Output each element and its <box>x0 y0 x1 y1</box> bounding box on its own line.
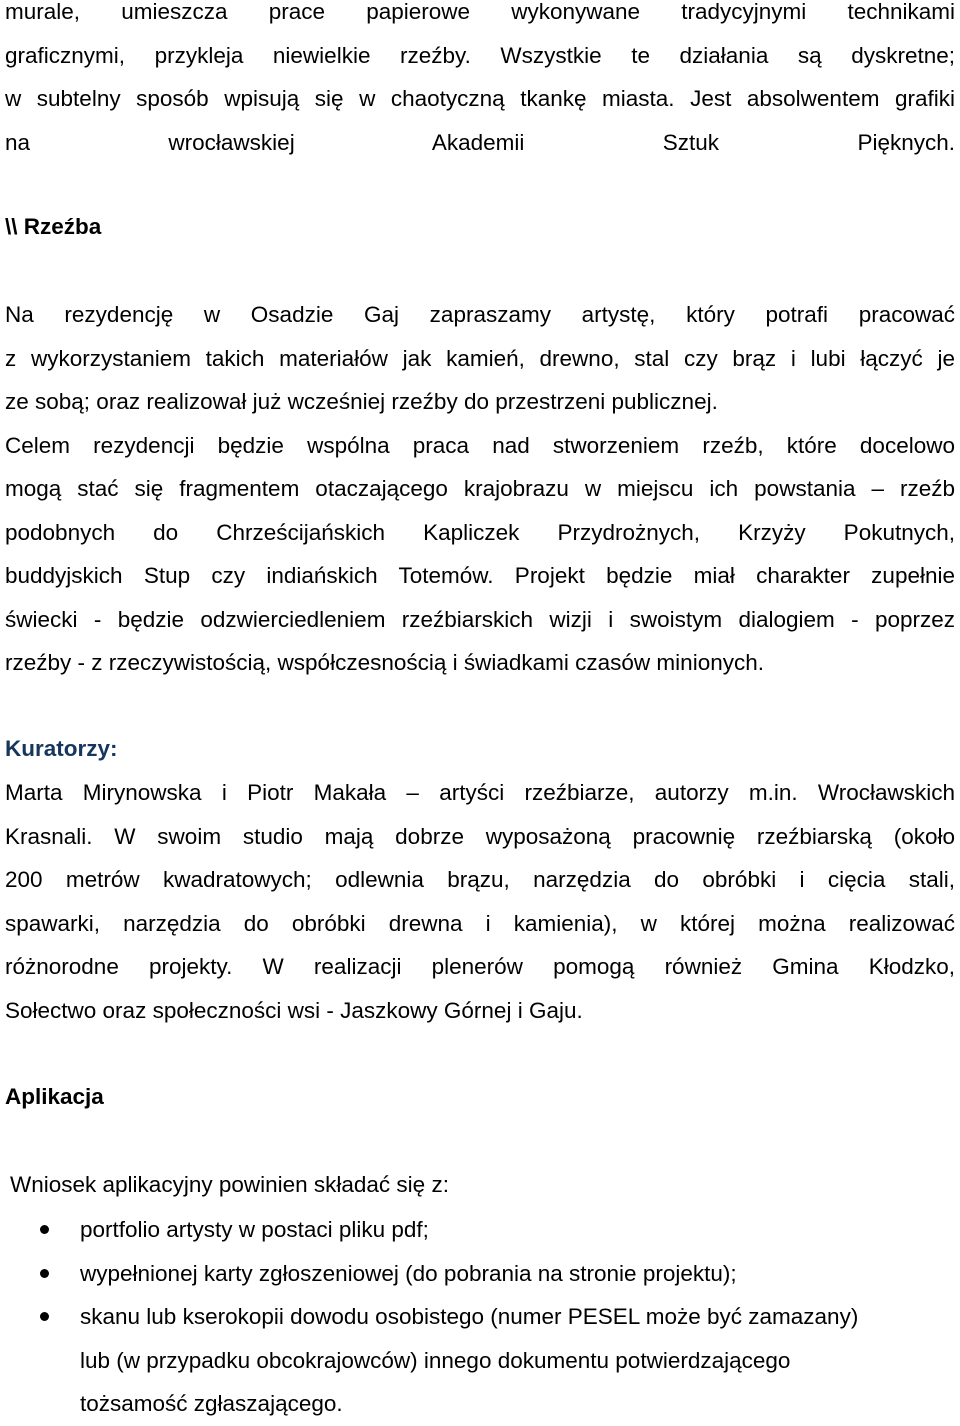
section-heading-aplikacja: Aplikacja <box>5 1084 104 1109</box>
intro-line: na wrocławskiej Akademii Sztuk Pięknych. <box>5 129 955 155</box>
list-item <box>5 1252 955 1296</box>
aplikacja-intro-block <box>10 1163 960 1207</box>
kuratorzy-line: spawarki, narzędzia do obróbki drewna i kamienia), w której można realizować <box>5 910 955 936</box>
requirements-list <box>5 1208 955 1426</box>
list-item-line: portfolio artysty w postaci pliku pdf; <box>80 1217 429 1242</box>
aplikacja-intro-text: Wniosek aplikacyjny powinien składać się z: <box>10 1172 449 1197</box>
list-item <box>5 1295 955 1426</box>
rzezba-line: Celem rezydencji będzie wspólna praca nad stworzeniem rzeźb, które docelowo <box>5 432 955 458</box>
section-heading-kuratorzy: Kuratorzy: <box>5 736 118 761</box>
list-item <box>5 1208 955 1252</box>
kuratorzy-line: Krasnali. W swoim studio mają dobrze wyposażoną pracownię rzeźbiarską (około <box>5 823 955 849</box>
rzezba-line: mogą stać się fragmentem otaczającego krajobrazu w miejscu ich powstania – rzeźb <box>5 476 955 501</box>
rzezba-line: ze sobą; oraz realizował już wcześniej rzeźby do przestrzeni publicznej. <box>5 389 718 414</box>
kuratorzy-line: różnorodne projekty. W realizacji plenerów pomogą również Gmina Kłodzko, <box>5 954 955 979</box>
intro-line: graficznymi, przykleja niewielkie rzeźby. Wszystkie te działania są dyskretne; <box>5 42 955 68</box>
intro-paragraph <box>5 0 955 164</box>
aplikacja-heading-block <box>5 1075 955 1119</box>
bullet-icon <box>40 1225 49 1234</box>
kuratorzy-line: Sołectwo oraz społeczności wsi - Jaszkowy Górnej i Gaju. <box>5 997 583 1023</box>
bullet-icon <box>40 1312 49 1321</box>
rzezba-line: z wykorzystaniem takich materiałów jak kamień, drewno, stal czy brąz i lubi łączyć je <box>5 345 955 371</box>
rzezba-line: rzeźby - z rzeczywistością, współczesnością i świadkami czasów minionych. <box>5 650 764 675</box>
list-item-line: wypełnionej karty zgłoszeniowej (do pobrania na stronie projektu); <box>80 1260 737 1286</box>
rzezba-line: buddyjskich Stup czy indiańskich Totemów. Projekt będzie miał charakter zupełnie <box>5 563 955 588</box>
rzezba-line: Na rezydencję w Osadzie Gaj zapraszamy artystę, który potrafi pracować <box>5 302 955 327</box>
kuratorzy-line: 200 metrów kwadratowych; odlewnia brązu, narzędzia do obróbki i cięcia stali, <box>5 867 955 892</box>
rzezba-line: podobnych do Chrześcijańskich Kapliczek Przydrożnych, Krzyży Pokutnych, <box>5 519 955 545</box>
rzezba-line: świecki - będzie odzwierciedleniem rzeźbiarskich wizji i swoistym dialogiem - poprzez <box>5 606 955 632</box>
section-heading-rzezba: \\ Rzeźba <box>5 214 102 239</box>
list-item-line: lub (w przypadku obcokrajowców) innego dokumentu potwierdzającego <box>80 1347 791 1373</box>
list-item-line: skanu lub kserokopii dowodu osobistego (numer PESEL może być zamazany) <box>80 1304 859 1329</box>
intro-line: w subtelny sposób wpisują się w chaotyczną tkankę miasta. Jest absolwentem grafiki <box>5 86 955 111</box>
list-item-line: tożsamość zgłaszającego. <box>80 1391 343 1416</box>
intro-line: murale, umieszcza prace papierowe wykonywane tradycyjnymi technikami <box>5 0 955 24</box>
rzezba-paragraph <box>5 293 955 685</box>
rzezba-heading-block <box>5 205 955 249</box>
kuratorzy-line: Marta Mirynowska i Piotr Makała – artyści rzeźbiarze, autorzy m.in. Wrocławskich <box>5 780 955 805</box>
kuratorzy-paragraph <box>5 771 955 1032</box>
bullet-icon <box>40 1269 49 1278</box>
kuratorzy-heading-block <box>5 727 955 771</box>
